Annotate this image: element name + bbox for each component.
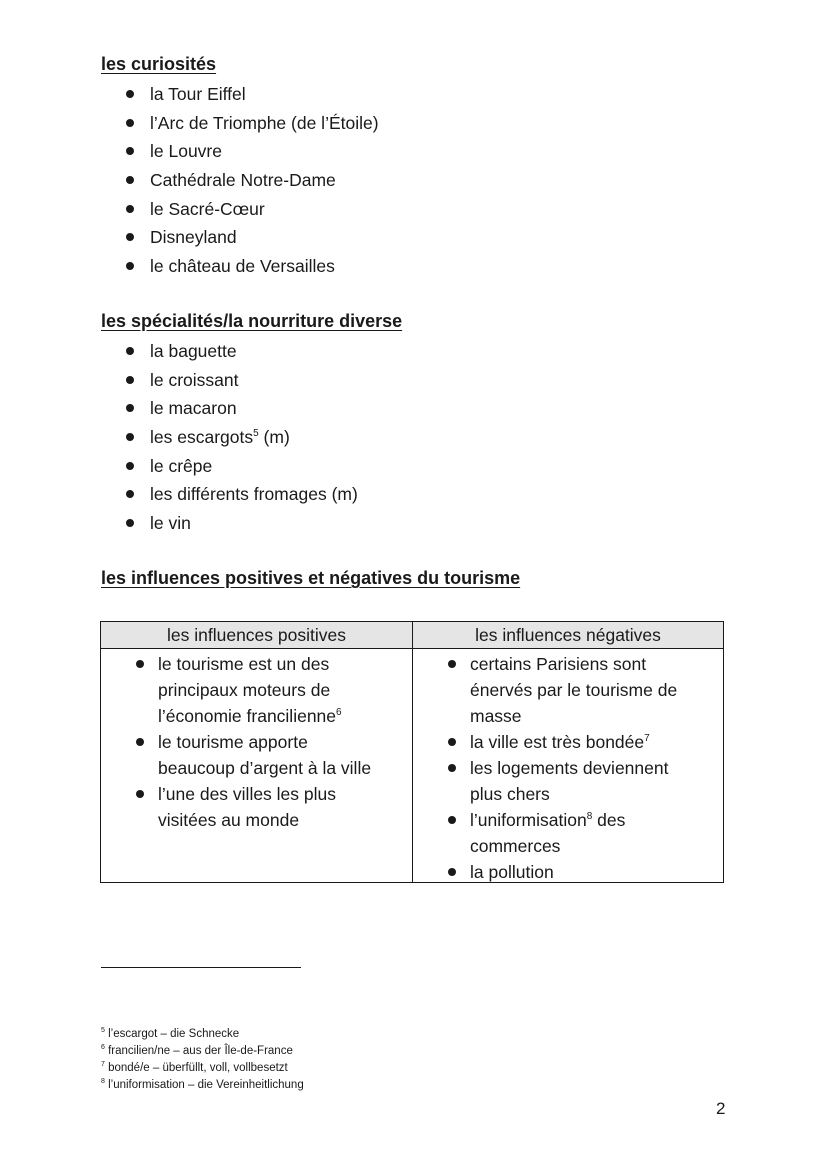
list-item: certains Parisiens sont énervés par le tourisme de masse <box>413 651 723 729</box>
list-item: la pollution <box>413 859 723 885</box>
footnote-5: $^5$ l’escargot – die Schnecke <box>101 1027 240 1040</box>
list-item: l’uniformisation$^8$ des commerces <box>413 807 723 859</box>
bullet-icon <box>448 660 456 668</box>
bullet-icon <box>126 490 134 498</box>
bullet-icon <box>126 147 134 155</box>
bullet-icon <box>126 376 134 384</box>
list-item: le vin <box>101 510 358 539</box>
list-item: la Tour Eiffel <box>101 81 379 110</box>
list-item: le château de Versailles <box>101 253 379 282</box>
list-item: l’Arc de Triomphe (de l’Étoile) <box>101 110 379 139</box>
bullet-icon <box>126 233 134 241</box>
list-item: le tourisme est un des principaux moteurs de l’économie francilienne$^6$ <box>101 651 412 729</box>
bullet-icon <box>126 262 134 270</box>
influences-table <box>100 621 724 883</box>
list-item: la baguette <box>101 338 358 367</box>
list-item: les logements deviennent plus chers <box>413 755 723 807</box>
list-item: le Sacré-Cœur <box>101 196 379 225</box>
curiosites-list <box>101 81 379 282</box>
list-item: le macaron <box>101 395 358 424</box>
page-number: 2 <box>716 1099 726 1118</box>
header-negative: les influences négatives <box>475 625 661 645</box>
list-item: les escargots$^5$ (m) <box>101 424 358 453</box>
list-item: le croissant <box>101 367 358 396</box>
list-item: Disneyland <box>101 224 379 253</box>
bullet-icon <box>448 738 456 746</box>
footnote-8: $^8$ l’uniformisation – die Vereinheitlichung <box>101 1078 304 1091</box>
section-heading-influences: les influences positives et négatives du tourisme <box>101 568 521 588</box>
bullet-icon <box>126 205 134 213</box>
list-item: le Louvre <box>101 138 379 167</box>
footnote-ref-7[interactable]: 7 <box>644 733 650 745</box>
bullet-icon <box>126 404 134 412</box>
footnote-7: $^7$ bondé/e – überfüllt, voll, vollbesetzt <box>101 1061 288 1074</box>
bullet-icon <box>448 868 456 876</box>
negative-influences-list <box>413 651 723 885</box>
bullet-icon <box>126 519 134 527</box>
bullet-icon <box>448 764 456 772</box>
footnote-ref-5[interactable]: 5 <box>253 428 259 440</box>
list-item: le tourisme apporte beaucoup d’argent à la ville <box>101 729 412 781</box>
bullet-icon <box>126 119 134 127</box>
footnote-ref-6[interactable]: 6 <box>336 707 342 719</box>
list-item: Cathédrale Notre-Dame <box>101 167 379 196</box>
bullet-icon <box>136 738 144 746</box>
list-item: la ville est très bondée$^7$ <box>413 729 723 755</box>
bullet-icon <box>448 816 456 824</box>
footnote-separator <box>101 967 301 968</box>
positive-influences-list <box>101 651 412 833</box>
footnotes <box>101 1026 304 1094</box>
bullet-icon <box>126 176 134 184</box>
bullet-icon <box>126 347 134 355</box>
specialites-list <box>101 338 358 539</box>
footnote-6: $^6$ francilien/ne – aus der Île-de-France <box>101 1044 293 1057</box>
list-item: les différents fromages (m) <box>101 481 358 510</box>
section-heading-curiosites: les curiosités <box>101 54 217 74</box>
bullet-icon <box>126 462 134 470</box>
list-item: le crêpe <box>101 453 358 482</box>
header-positive: les influences positives <box>167 625 346 645</box>
footnote-ref-8[interactable]: 8 <box>586 811 593 823</box>
bullet-icon <box>126 90 134 98</box>
bullet-icon <box>136 790 144 798</box>
bullet-icon <box>136 660 144 668</box>
list-item: l’une des villes les plus visitées au monde <box>101 781 412 833</box>
bullet-icon <box>126 433 134 441</box>
section-heading-specialites: les spécialités/la nourriture diverse <box>101 311 403 331</box>
